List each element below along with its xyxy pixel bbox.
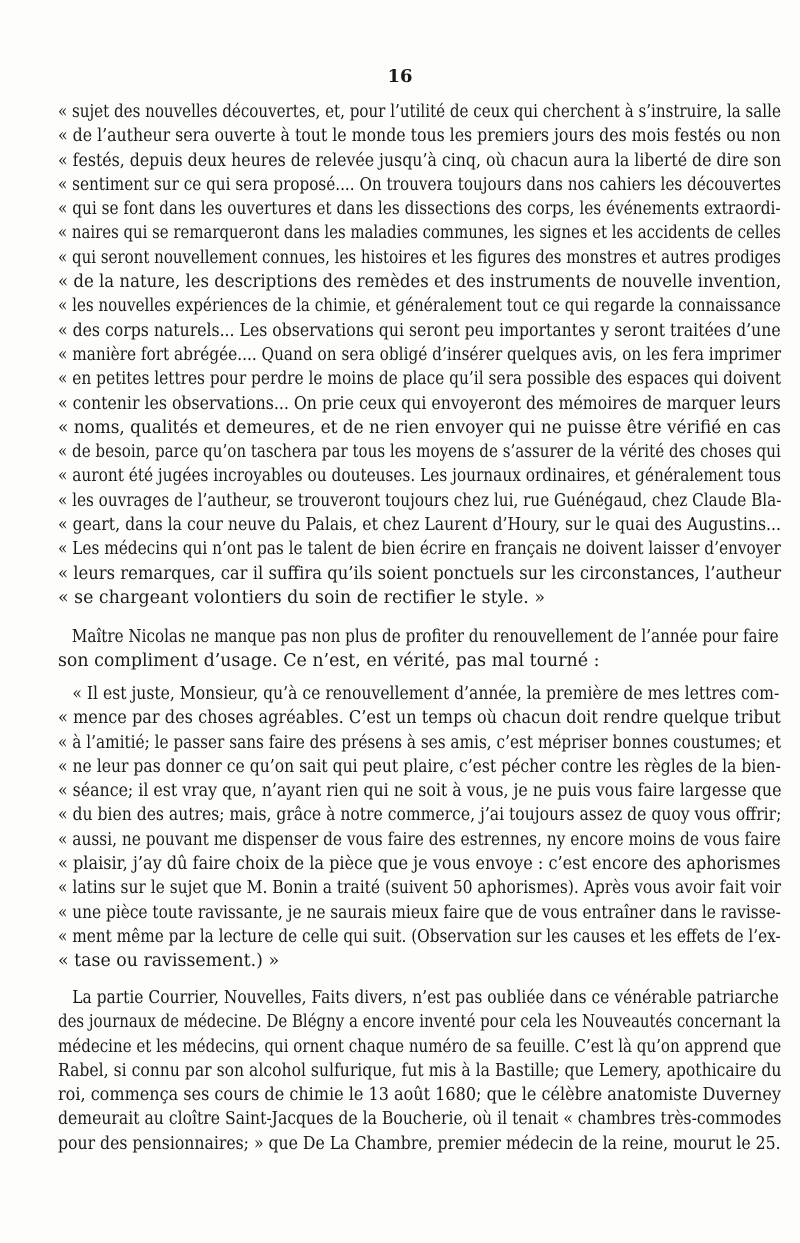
- text-line: « leurs remarques, car il suffira qu’ils soient ponctuels sur les circonstances, l’autheur: [58, 563, 782, 584]
- text-line: « des corps naturels... Les observations qui seront peu importantes y seront traitées d’une: [58, 320, 781, 341]
- text-line: son compliment d’usage. Ce n’est, en vérité, pas mal tourné :: [58, 651, 600, 672]
- text-line: « les ouvrages de l’autheur, se trouveront toujours chez lui, rue Guénégaud, chez Claude Bla-: [58, 490, 782, 511]
- text-line: « ne leur pas donner ce qu’on sait qui peut plaire, c’est pécher contre les règles de la bien-: [58, 756, 781, 777]
- paragraph-2: [58, 986, 781, 1156]
- text-line: « qui se font dans les ouvertures et dans les dissections des corps, les événements extraordi-: [58, 199, 781, 220]
- text-line: « auront été jugées incroyables ou douteuses. Les journaux ordinaires, et généralement tous: [58, 466, 782, 487]
- text-line: « latins sur le sujet que M. Bonin a traité (suivent 50 aphorismes). Après vous avoir fait voir: [58, 878, 781, 899]
- text-line: « à l’amitié; le passer sans faire des présens à ses amis, c’est mépriser bonnes coustumes; et: [58, 732, 782, 753]
- text-line: « se chargeant volontiers du soin de rectifier le style. »: [58, 587, 545, 608]
- text-line: « festés, depuis deux heures de relevée jusqu’à cinq, où chacun aura la liberté de dire son: [58, 150, 782, 171]
- text-line: « qui seront nouvellement connues, les histoires et les figures des monstres et autres prodiges: [58, 247, 781, 268]
- text-line: demeurait au cloître Saint-Jacques de la Boucherie, où il tenait « chambres très-commodes: [58, 1109, 782, 1130]
- quotation-block-2: [58, 682, 781, 974]
- text-line: « sujet des nouvelles découvertes, et, pour l’utilité de ceux qui cherchent à s’instruire, la salle: [58, 102, 781, 122]
- text-line: Maître Nicolas ne manque pas non plus de profiter du renouvellement de l’année pour faire: [71, 627, 779, 647]
- text-line: « du bien des autres; mais, grâce à notre commerce, j’ai toujours assez de quoy vous offrir;: [58, 805, 782, 826]
- text-line: Rabel, si connu par son alcohol sulfurique, fut mis à la Bastille; que Lemery, apothicaire du: [58, 1060, 782, 1081]
- text-line: « de la nature, les descriptions des remèdes et des instruments de nouvelle invention,: [58, 272, 782, 293]
- text-line: « plaisir, j’ay dû faire choix de la pièce que je vous envoye : c’est encore des aphorismes: [58, 854, 781, 875]
- paragraph-1: [58, 625, 781, 674]
- text-line: « naires qui se remarqueront dans les maladies communes, les signes et les accidents de celles: [58, 223, 781, 244]
- text-line: « les nouvelles expériences de la chimie, et généralement tout ce qui regarde la connaissance: [58, 296, 781, 317]
- text-line: « de l’autheur sera ouverte à tout le monde tous les premiers jours des mois festés ou non: [58, 126, 781, 147]
- text-line: « Il est juste, Monsieur, qu’à ce renouvellement d’année, la première de mes lettres com-: [72, 684, 780, 704]
- page-number: 16: [387, 66, 413, 87]
- text-line: « aussi, ne pouvant me dispenser de vous faire des estrennes, ny encore moins de vous faire: [58, 829, 781, 850]
- text-line: « manière fort abrégée.... Quand on sera obligé d’insérer quelques avis, on les fera imprimer: [58, 344, 782, 365]
- text-line: « ment même par la lecture de celle qui suit. (Observation sur les causes et les effets de l’ex-: [58, 926, 781, 947]
- text-line: « en petites lettres pour perdre le moins de place qu’il sera possible des espaces qui doivent: [58, 369, 781, 390]
- text-line: « contenir les observations... On prie ceux qui envoyeront des mémoires de marquer leurs: [58, 393, 781, 414]
- text-line: « séance; il est vray que, n’ayant rien qui ne soit à vous, je ne puis vous faire largesse que: [58, 781, 782, 802]
- text-line: La partie Courrier, Nouvelles, Faits divers, n’est pas oubliée dans ce vénérable patriarche: [72, 988, 779, 1008]
- text-line: « noms, qualités et demeures, et de ne rien envoyer qui ne puisse être vérifié en cas: [58, 417, 781, 438]
- text-line: des journaux de médecine. De Blégny a encore inventé pour cela les Nouveautés concernant la: [58, 1012, 781, 1033]
- text-line: roi, commença ses cours de chimie le 13 août 1680; que le célèbre anatomiste Duverney: [58, 1085, 781, 1106]
- text-line: « mence par des choses agréables. C’est un temps où chacun doit rendre quelque tribut: [58, 708, 781, 729]
- text-line: pour des pensionnaires; » que De La Chambre, premier médecin de la reine, mourut le 25.: [58, 1133, 781, 1154]
- text-line: « une pièce toute ravissante, je ne saurais mieux faire que de vous entraîner dans le ravisse-: [58, 902, 781, 923]
- text-line: « de besoin, parce qu’on taschera par tous les moyens de s’assurer de la vérité des choses qui: [58, 442, 781, 463]
- text-line: « Les médecins qui n’ont pas le talent de bien écrire en français ne doivent laisser d’envoyer: [58, 539, 781, 560]
- text-line: médecine et les médecins, qui ornent chaque numéro de sa feuille. C’est là qu’on apprend que: [58, 1036, 782, 1057]
- text-line: « tase ou ravissement.) »: [58, 951, 280, 972]
- text-line: « sentiment sur ce qui sera proposé.... On trouvera toujours dans nos cahiers les découvertes: [58, 174, 782, 195]
- quotation-block-1: [58, 100, 781, 610]
- text-line: « geart, dans la cour neuve du Palais, et chez Laurent d’Houry, sur le quai des Augustins...: [58, 515, 781, 536]
